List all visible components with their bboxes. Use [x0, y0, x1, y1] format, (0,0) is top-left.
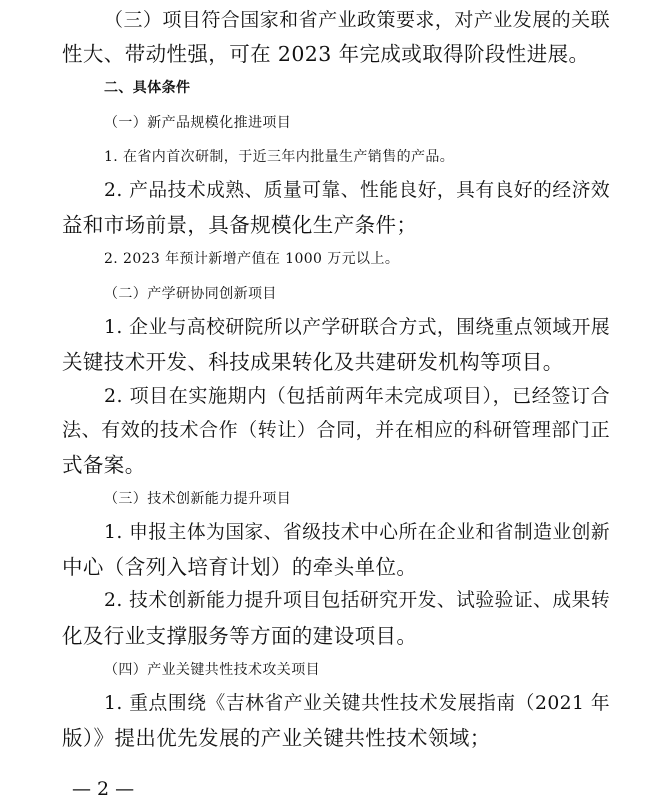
subsection-heading: （一）新产品规模化推进项目 — [104, 114, 292, 131]
paragraph-line: 法、有效的技术合作（转让）合同，并在相应的科研管理部门正 — [62, 419, 610, 442]
paragraph-line: 益和市场前景，具备规模化生产条件； — [62, 213, 418, 238]
paragraph-line: 关键技术开发、科技成果转化及共建研发机构等项目。 — [62, 350, 564, 374]
paragraph-line: 2. 项目在实施期内（包括前两年未完成项目），已经签订合 — [104, 385, 610, 408]
paragraph-line: 性大、带动性强，可在 2023 年完成或取得阶段性进展。 — [62, 42, 590, 67]
paragraph-line: 式备案。 — [62, 452, 146, 477]
page-number: — 2 — — [72, 778, 135, 800]
paragraph-line: 1. 在省内首次研制，于近三年内批量生产销售的产品。 — [104, 148, 455, 165]
paragraph-line: （三）项目符合国家和省产业政策要求，对产业发展的关联 — [104, 9, 610, 31]
subsection-heading: （三）技术创新能力提升项目 — [104, 490, 292, 507]
paragraph-line: 中心（含列入培育计划）的牵头单位。 — [62, 555, 418, 580]
paragraph-line: 化及行业支撑服务等方面的建设项目。 — [62, 623, 418, 648]
paragraph-line: 1. 重点围绕《吉林省产业关键共性技术发展指南（2021 年 — [104, 693, 610, 714]
paragraph-line: 1. 申报主体为国家、省级技术中心所在企业和省制造业创新 — [104, 522, 610, 543]
paragraph-line: 2. 2023 年预计新增产值在 1000 万元以上。 — [104, 251, 400, 268]
paragraph-line: 2. 产品技术成熟、质量可靠、性能良好，具有良好的经济效 — [104, 180, 610, 201]
section-heading: 二、具体条件 — [104, 80, 191, 97]
paragraph-line: 版）》提出优先发展的产业关键共性技术领域； — [62, 726, 491, 751]
paragraph-line: 2. 技术创新能力提升项目包括研究开发、试验验证、成果转 — [104, 590, 610, 612]
paragraph-line: 1. 企业与高校研院所以产学研联合方式，围绕重点领域开展 — [104, 316, 610, 338]
subsection-heading: （四）产业关键共性技术攻关项目 — [104, 661, 320, 678]
subsection-heading: （二）产学研协同创新项目 — [104, 285, 277, 302]
